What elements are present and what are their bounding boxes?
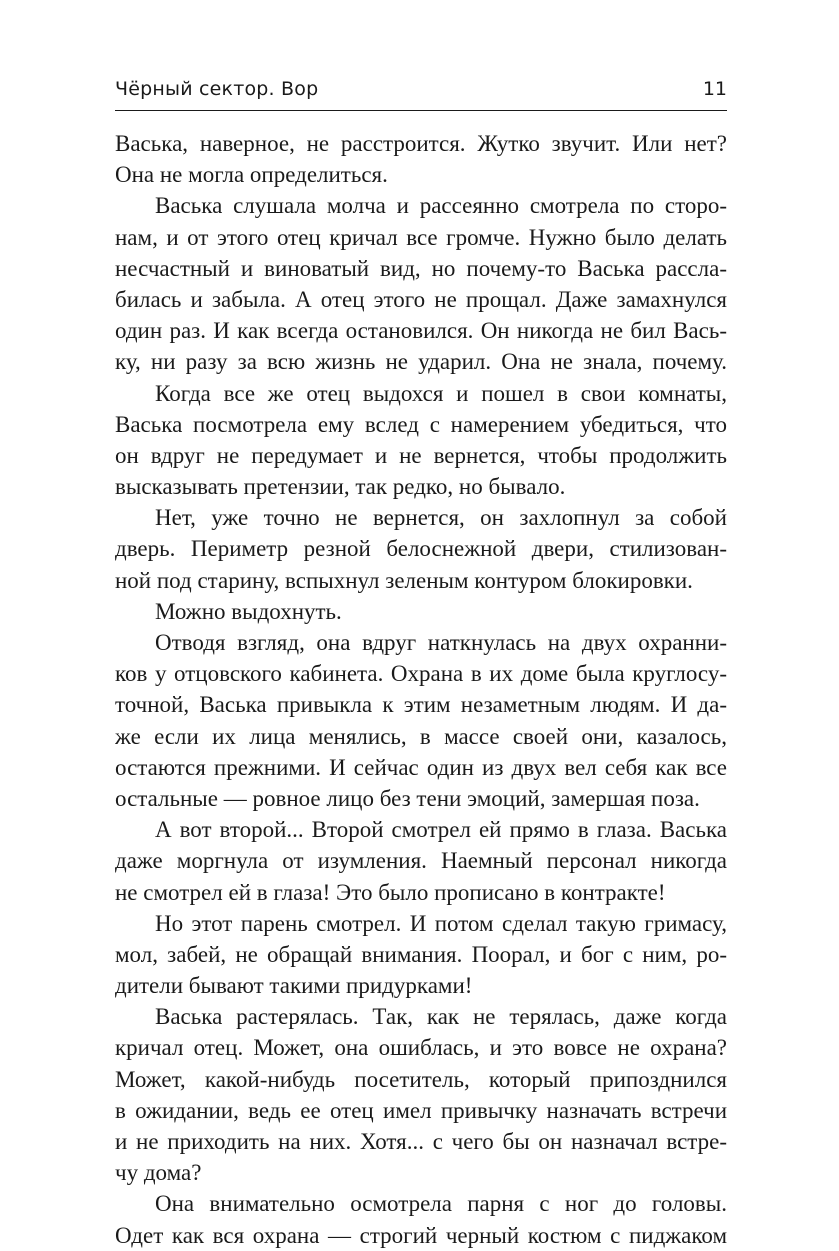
text-line: точной, Васька привыкла к этим незаметным людям. И да- [115,692,727,718]
text-line: нам, и от этого отец кричал все громче. Нужно было делать [115,224,727,250]
running-head [115,74,727,104]
text-line: остаются прежними. И сейчас один из двух вел себя как все [115,754,727,780]
text-line: Васька растерялась. Так, как не терялась, даже когда [155,1004,727,1030]
text-line: один раз. И как всегда остановился. Он никогда не бил Вась- [115,318,727,344]
text-line: в ожидании, ведь ее отец имел привычку назначать встречи [115,1097,727,1123]
text-line: Может, какой-нибудь посетитель, который припозднился [115,1066,727,1092]
text-line: А вот второй... Второй смотрел ей прямо в глаза. Васька [155,817,727,843]
text-line: ку, ни разу за всю жизнь не ударил. Она не знала, почему. [115,349,727,375]
text-line: дители бывают такими придурками! [115,973,473,999]
page-number: 11 [702,78,727,100]
text-line: кричал отец. Может, она ошиблась, и это вовсе не охрана? [115,1035,727,1061]
text-line: Васька посмотрела ему вслед с намерением убедиться, что [115,411,727,437]
header-rule [115,110,727,111]
text-line: остальные — ровное лицо без тени эмоций, замершая поза. [115,785,700,811]
body-text [115,128,727,1251]
text-line: Васька слушала молча и рассеянно смотрела по сторо- [155,193,727,219]
text-line: и не приходить на них. Хотя... с чего бы он назначал встре- [115,1129,727,1154]
text-line: Она не могла определиться. [115,162,388,188]
text-line: билась и забыла. А отец этого не прощал. Даже замахнулся [115,286,727,312]
text-line: чу дома? [115,1160,202,1186]
text-line: он вдруг не передумает и не вернется, чтобы продолжить [115,442,727,468]
text-line: дверь. Периметр резной белоснежной двери, стилизован- [115,536,727,562]
text-line: же если их лица менялись, в массе своей они, казалось, [115,723,727,749]
text-line: мол, забей, не обращай внимания. Поорал, и бог с ним, ро- [115,941,727,967]
text-line: Она внимательно осмотрела парня с ног до головы. [155,1191,727,1217]
book-title: Чёрный сектор. Вор [115,78,319,100]
text-line: Одет как вся охрана — строгий черный костюм с пиджаком [115,1222,727,1248]
text-line: даже моргнула от изумления. Наемный персонал никогда [115,848,727,874]
text-line: Отводя взгляд, она вдруг наткнулась на двух охранни- [155,630,727,655]
text-line: Нет, уже точно не вернется, он захлопнул за собой [155,505,727,531]
text-line: высказывать претензии, так редко, но бывало. [115,474,566,500]
text-line: Но этот парень смотрел. И потом сделал такую гримасу, [155,910,727,936]
text-line: не смотрел ей в глаза! Это было прописано в контракте! [115,879,666,905]
text-line: Когда все же отец выдохся и пошел в свои комнаты, [155,380,727,406]
text-line: ков у отцовского кабинета. Охрана в их доме была круглосу- [115,661,727,687]
text-line: несчастный и виноватый вид, но почему-то Васька рассла- [115,255,727,281]
text-line: Васька, наверное, не расстроится. Жутко звучит. Или нет? [115,131,727,156]
text-line: Можно выдохнуть. [155,598,342,624]
text-line: ной под старину, вспыхнул зеленым контуром блокировки. [115,567,693,593]
